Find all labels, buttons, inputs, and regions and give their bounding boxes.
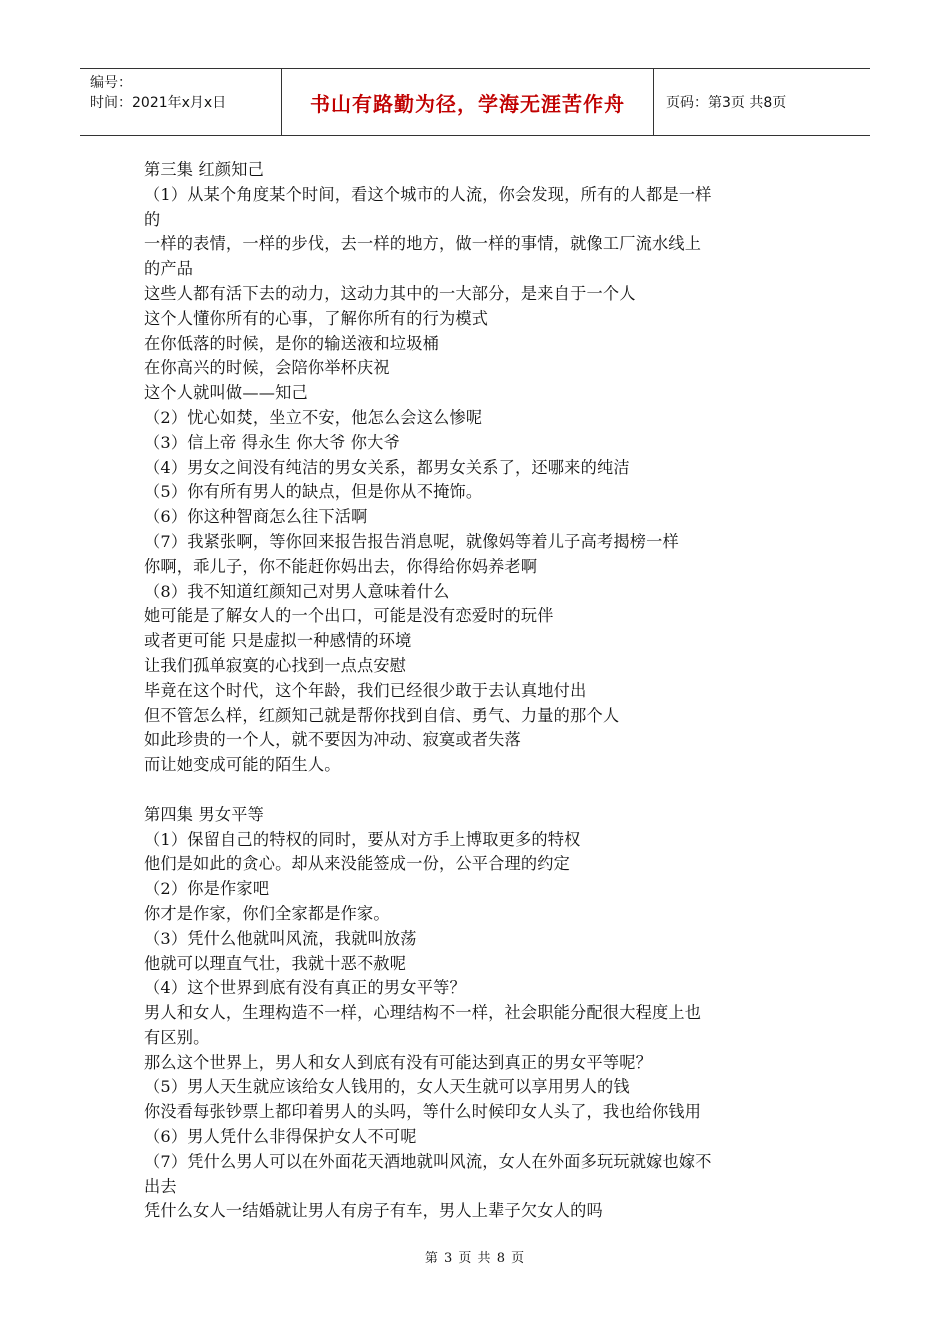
text-line: （2）你是作家吧 bbox=[144, 879, 270, 899]
document-body bbox=[144, 158, 816, 1224]
text-line: 有区别。 bbox=[144, 1027, 210, 1047]
text-line: 在你低落的时候，是你的输送液和垃圾桶 bbox=[144, 333, 439, 353]
text-line: 那么这个世界上，男人和女人到底有没有可能达到真正的男女平等呢？ bbox=[144, 1052, 653, 1072]
text-line: （5）你有所有男人的缺点，但是你从不掩饰。 bbox=[144, 482, 483, 502]
text-line: （5）男人天生就应该给女人钱用的，女人天生就可以享用男人的钱 bbox=[144, 1077, 630, 1097]
text-line: 如此珍贵的一个人，就不要因为冲动、寂寞或者失落 bbox=[144, 730, 521, 750]
text-line: 他就可以理直气壮，我就十恶不赦呢 bbox=[144, 953, 407, 973]
header-motto: 书山有路勤为径，学海无涯苦作舟 bbox=[282, 69, 654, 135]
text-line: （8）我不知道红颜知己对男人意味着什么 bbox=[144, 581, 450, 601]
text-line: 第四集 男女平等 bbox=[144, 804, 265, 824]
text-line: 但不管怎么样，红颜知己就是帮你找到自信、勇气、力量的那个人 bbox=[144, 705, 620, 725]
page-footer: 第 3 页 共 8 页 bbox=[424, 1251, 526, 1266]
text-line: 你啊，乖儿子，你不能赶你妈出去，你得给你妈养老啊 bbox=[144, 556, 538, 576]
text-line: 这个人懂你所有的心事，了解你所有的行为模式 bbox=[144, 308, 489, 328]
text-line: （3）信上帝 得永生 你大爷 你大爷 bbox=[144, 432, 400, 452]
text-line: （1）保留自己的特权的同时，要从对方手上博取更多的特权 bbox=[144, 829, 581, 849]
text-line: 让我们孤单寂寞的心找到一点点安慰 bbox=[144, 655, 407, 675]
header-meta bbox=[80, 69, 282, 135]
document-number-label: 编号： bbox=[90, 75, 132, 91]
text-line: 她可能是了解女人的一个出口，可能是没有恋爱时的玩伴 bbox=[144, 606, 554, 626]
text-line bbox=[144, 778, 816, 803]
text-line: 他们是如此的贪心。却从来没能签成一份，公平合理的约定 bbox=[144, 854, 571, 874]
text-line: （7）凭什么男人可以在外面花天酒地就叫风流，女人在外面多玩玩就嫁也嫁不 bbox=[144, 1151, 712, 1171]
page-header bbox=[80, 68, 870, 136]
text-line: 在你高兴的时候，会陪你举杯庆祝 bbox=[144, 358, 390, 378]
text-line: 出去 bbox=[144, 1176, 177, 1196]
text-line: 第三集 红颜知己 bbox=[144, 160, 265, 179]
text-line: （4）男女之间没有纯洁的男女关系，都男女关系了，还哪来的纯洁 bbox=[144, 457, 630, 477]
text-line: （1）从某个角度某个时间，看这个城市的人流，你会发现，所有的人都是一样 bbox=[144, 184, 712, 204]
text-line: （6）男人凭什么非得保护女人不可呢 bbox=[144, 1127, 417, 1147]
text-line: 或者更可能 只是虚拟一种感情的环境 bbox=[144, 631, 412, 651]
text-line: （6）你这种智商怎么往下活啊 bbox=[144, 507, 368, 527]
text-line: （3）凭什么他就叫风流，我就叫放荡 bbox=[144, 928, 417, 948]
text-line: 的产品 bbox=[144, 259, 194, 279]
text-line: 这个人就叫做——知己 bbox=[144, 383, 308, 403]
text-line: （7）我紧张啊，等你回来报告报告消息呢，就像妈等着儿子高考揭榜一样 bbox=[144, 531, 679, 551]
text-line: 一样的表情，一样的步伐，去一样的地方，做一样的事情，就像工厂流水线上 bbox=[144, 234, 702, 254]
header-page-number: 页码：第3页 共8页 bbox=[666, 95, 787, 111]
text-line: 这些人都有活下去的动力，这动力其中的一大部分，是来自于一个人 bbox=[144, 283, 636, 303]
text-line: 毕竟在这个时代，这个年龄，我们已经很少敢于去认真地付出 bbox=[144, 680, 587, 700]
text-line: （2）忧心如焚，坐立不安，他怎么会这么惨呢 bbox=[144, 407, 483, 427]
text-line: 男人和女人，生理构造不一样，心理结构不一样，社会职能分配很大程度上也 bbox=[144, 1003, 702, 1023]
text-line: 凭什么女人一结婚就让男人有房子有车，男人上辈子欠女人的吗 bbox=[144, 1201, 603, 1221]
text-line: 你才是作家，你们全家都是作家。 bbox=[144, 903, 390, 923]
document-date-label: 时间：2021年x月x日 bbox=[90, 95, 227, 111]
text-line: 而让她变成可能的陌生人。 bbox=[144, 755, 341, 775]
text-line: （4）这个世界到底有没有真正的男女平等？ bbox=[144, 978, 466, 998]
text-line: 你没看每张钞票上都印着男人的头吗，等什么时候印女人头了，我也给你钱用 bbox=[144, 1102, 702, 1122]
text-line: 的 bbox=[144, 209, 161, 229]
